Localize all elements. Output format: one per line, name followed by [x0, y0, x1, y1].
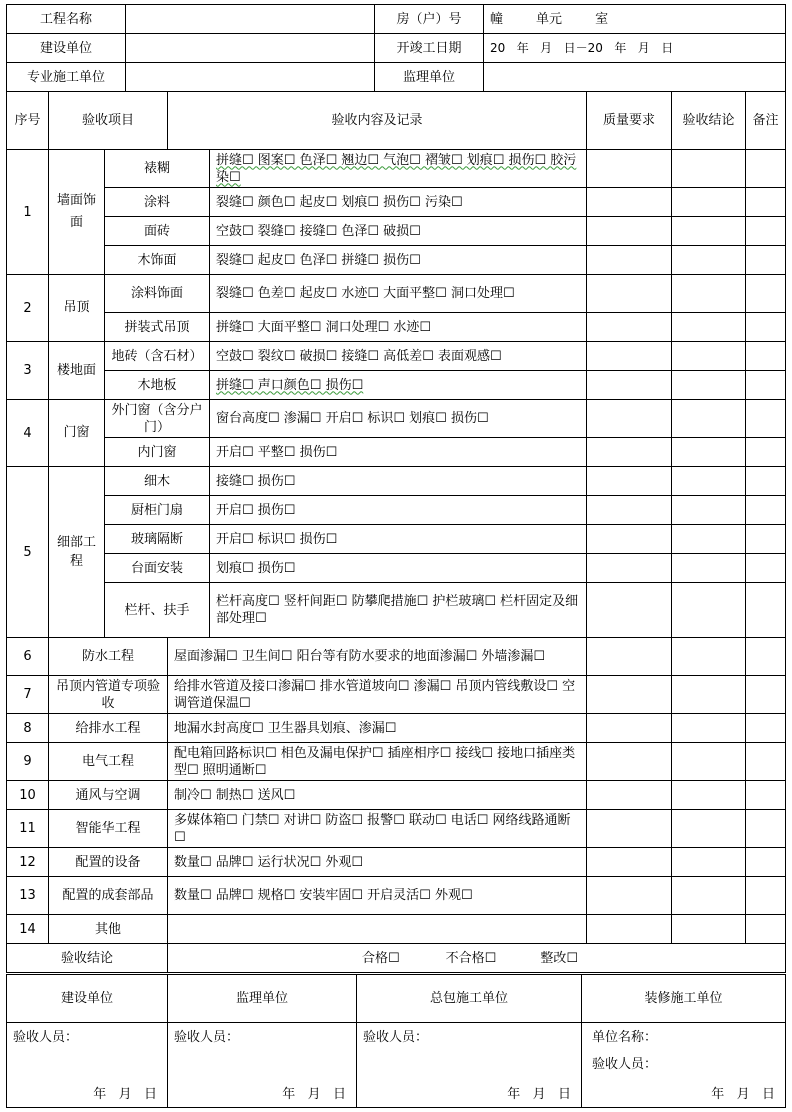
item-name: 配置的成套部品 — [49, 877, 168, 915]
conclusion-cell[interactable] — [672, 554, 746, 583]
item-content[interactable]: 给排水管道及接口渗漏☐ 排水管道坡向☐ 渗漏☐ 吊顶内管线敷设☐ 空调管道保温☐ — [168, 676, 587, 714]
signoff-table — [6, 974, 786, 1108]
item-content[interactable] — [168, 915, 587, 944]
dates-label: 开竣工日期 — [375, 34, 484, 63]
conclusion-cell[interactable] — [672, 400, 746, 438]
table-row — [7, 246, 786, 275]
col-item: 验收项目 — [49, 92, 168, 150]
quality-cell[interactable] — [587, 467, 672, 496]
remark-cell[interactable] — [746, 848, 786, 877]
conclusion-cell[interactable] — [672, 438, 746, 467]
remark-cell[interactable] — [746, 188, 786, 217]
conclusion-cell[interactable] — [672, 313, 746, 342]
table-row — [7, 781, 786, 810]
item-content[interactable] — [210, 150, 587, 188]
remark-cell[interactable] — [746, 554, 786, 583]
quality-cell[interactable] — [587, 342, 672, 371]
col-quality: 质量要求 — [587, 92, 672, 150]
row-number: 1 — [7, 150, 49, 275]
inspector-label: 验收人员： — [174, 1030, 240, 1045]
inspector-label: 验收人员： — [13, 1030, 79, 1045]
remark-cell[interactable] — [746, 810, 786, 848]
item-content-text: 拼缝☐ 声口颜色☐ 损伤☐ — [216, 377, 364, 393]
item-content[interactable]: 数量☐ 品牌☐ 运行状况☐ 外观☐ — [168, 848, 587, 877]
conclusion-cell[interactable] — [672, 848, 746, 877]
item-name: 涂料饰面 — [105, 275, 210, 313]
remark-cell[interactable] — [746, 438, 786, 467]
item-name: 外门窗（含分户门） — [105, 400, 210, 438]
remark-cell[interactable] — [746, 467, 786, 496]
quality-cell[interactable] — [587, 313, 672, 342]
unit-name-label: 单位名称： — [592, 1030, 658, 1045]
supervisor-field[interactable] — [484, 63, 786, 92]
quality-cell[interactable] — [587, 525, 672, 554]
quality-cell[interactable] — [587, 554, 672, 583]
item-content[interactable]: 制冷☐ 制热☐ 送风☐ — [168, 781, 587, 810]
conclusion-cell[interactable] — [672, 371, 746, 400]
item-name: 台面安装 — [105, 554, 210, 583]
quality-cell[interactable] — [587, 877, 672, 915]
remark-cell[interactable] — [746, 877, 786, 915]
conclusion-cell[interactable] — [672, 275, 746, 313]
table-row — [7, 848, 786, 877]
quality-cell[interactable] — [587, 246, 672, 275]
contractor-field[interactable] — [126, 63, 375, 92]
quality-cell[interactable] — [587, 371, 672, 400]
signoff-date: 年 月 日 — [507, 1087, 571, 1102]
col-content: 验收内容及记录 — [168, 92, 587, 150]
item-content[interactable]: 裂缝☐ 色差☐ 起皮☐ 水迹☐ 大面平整☐ 洞口处理☐ — [210, 275, 587, 313]
table-row — [7, 467, 786, 496]
conclusion-cell[interactable] — [672, 496, 746, 525]
inspection-table — [6, 91, 786, 973]
row-number: 2 — [7, 275, 49, 342]
conclusion-cell[interactable] — [672, 188, 746, 217]
table-row — [7, 438, 786, 467]
quality-cell[interactable] — [587, 676, 672, 714]
item-name: 地砖（含石材） — [105, 342, 210, 371]
item-name: 内门窗 — [105, 438, 210, 467]
item-name: 智能华工程 — [49, 810, 168, 848]
col-remark: 备注 — [746, 92, 786, 150]
quality-cell[interactable] — [587, 188, 672, 217]
item-content[interactable]: 裂缝☐ 起皮☐ 色泽☐ 拼缝☐ 损伤☐ — [210, 246, 587, 275]
table-row — [7, 400, 786, 438]
item-name: 配置的设备 — [49, 848, 168, 877]
row-number: 10 — [7, 781, 49, 810]
quality-cell[interactable] — [587, 915, 672, 944]
inspector-label: 验收人员： — [592, 1057, 658, 1072]
col-conclusion: 验收结论 — [672, 92, 746, 150]
conclusion-cell[interactable] — [672, 877, 746, 915]
quality-cell[interactable] — [587, 714, 672, 743]
item-content[interactable]: 裂缝☐ 颜色☐ 起皮☐ 划痕☐ 损伤☐ 污染☐ — [210, 188, 587, 217]
table-row — [7, 188, 786, 217]
remark-cell[interactable] — [746, 743, 786, 781]
conclusion-cell[interactable] — [672, 638, 746, 676]
remark-cell[interactable] — [746, 371, 786, 400]
table-row — [7, 525, 786, 554]
item-content[interactable]: 划痕☐ 损伤☐ — [210, 554, 587, 583]
item-name: 面砖 — [105, 217, 210, 246]
quality-cell[interactable] — [587, 743, 672, 781]
row-number: 11 — [7, 810, 49, 848]
project-name-field[interactable] — [126, 5, 375, 34]
quality-cell[interactable] — [587, 496, 672, 525]
item-content[interactable]: 数量☐ 品牌☐ 规格☐ 安装牢固☐ 开启灵活☐ 外观☐ — [168, 877, 587, 915]
room-number-label: 房（户）号 — [375, 5, 484, 34]
row-number: 3 — [7, 342, 49, 400]
quality-cell[interactable] — [587, 438, 672, 467]
item-content[interactable] — [210, 371, 587, 400]
table-row — [7, 342, 786, 371]
item-name: 细木 — [105, 467, 210, 496]
group-name: 门窗 — [49, 400, 105, 467]
remark-cell[interactable] — [746, 342, 786, 371]
table-row — [7, 810, 786, 848]
contractor-label: 专业施工单位 — [7, 63, 126, 92]
quality-cell[interactable] — [587, 583, 672, 638]
item-name: 玻璃隔断 — [105, 525, 210, 554]
item-content[interactable]: 开启☐ 损伤☐ — [210, 496, 587, 525]
group-name: 吊顶 — [49, 275, 105, 342]
remark-cell[interactable] — [746, 781, 786, 810]
table-row — [7, 676, 786, 714]
remark-cell[interactable] — [746, 150, 786, 188]
conclusion-cell[interactable] — [672, 781, 746, 810]
item-name: 裱糊 — [105, 150, 210, 188]
conclusion-cell[interactable] — [672, 342, 746, 371]
quality-cell[interactable] — [587, 400, 672, 438]
table-row — [7, 313, 786, 342]
table-row — [7, 877, 786, 915]
table-row — [7, 638, 786, 676]
build-unit-label: 建设单位 — [7, 34, 126, 63]
item-name: 木饰面 — [105, 246, 210, 275]
remark-cell[interactable] — [746, 275, 786, 313]
row-number: 9 — [7, 743, 49, 781]
table-row — [7, 714, 786, 743]
remark-cell[interactable] — [746, 400, 786, 438]
item-content[interactable]: 配电箱回路标识☐ 相色及漏电保护☐ 插座相序☐ 接线☐ 接地口插座类型☐ 照明通断☐ — [168, 743, 587, 781]
table-row — [7, 496, 786, 525]
inspector-label: 验收人员： — [363, 1030, 429, 1045]
item-name: 涂料 — [105, 188, 210, 217]
conclusion-cell[interactable] — [672, 714, 746, 743]
conclusion-cell[interactable] — [672, 810, 746, 848]
signoff-decoration-cell[interactable] — [582, 1023, 786, 1108]
remark-cell[interactable] — [746, 714, 786, 743]
item-content[interactable]: 屋面渗漏☐ 卫生间☐ 阳台等有防水要求的地面渗漏☐ 外墙渗漏☐ — [168, 638, 587, 676]
conclusion-cell[interactable] — [672, 150, 746, 188]
conclusion-cell[interactable] — [672, 525, 746, 554]
quality-cell[interactable] — [587, 781, 672, 810]
remark-cell[interactable] — [746, 525, 786, 554]
item-content[interactable]: 地漏水封高度☐ 卫生器具划痕、渗漏☐ — [168, 714, 587, 743]
remark-cell[interactable] — [746, 583, 786, 638]
column-header-row — [7, 92, 786, 150]
row-number: 7 — [7, 676, 49, 714]
item-content-text: 拼缝☐ 图案☐ 色泽☐ 翘边☐ 气泡☐ 褶皱☐ 划痕☐ 损伤☐ 胶污染☐ — [216, 152, 577, 185]
row-number: 8 — [7, 714, 49, 743]
quality-cell[interactable] — [587, 848, 672, 877]
col-seq: 序号 — [7, 92, 49, 150]
table-row — [7, 150, 786, 188]
signoff-unit-supervisor: 监理单位 — [168, 975, 357, 1023]
group-name: 楼地面 — [49, 342, 105, 400]
table-row — [7, 217, 786, 246]
remark-cell[interactable] — [746, 915, 786, 944]
item-name: 防水工程 — [49, 638, 168, 676]
item-name: 木地板 — [105, 371, 210, 400]
remark-cell[interactable] — [746, 217, 786, 246]
row-number: 12 — [7, 848, 49, 877]
item-content[interactable]: 栏杆高度☐ 竖杆间距☐ 防攀爬措施☐ 护栏玻璃☐ 栏杆固定及细部处理☐ — [210, 583, 587, 638]
item-content[interactable]: 空鼓☐ 裂缝☐ 接缝☐ 色泽☐ 破损☐ — [210, 217, 587, 246]
row-number: 6 — [7, 638, 49, 676]
project-name-label: 工程名称 — [7, 5, 126, 34]
dates-field[interactable]: 20 年 月 日－20 年 月 日 — [484, 34, 786, 63]
remark-cell[interactable] — [746, 246, 786, 275]
conclusion-cell[interactable] — [672, 915, 746, 944]
row-number: 4 — [7, 400, 49, 467]
conclusion-label: 验收结论 — [7, 944, 168, 973]
item-name: 电气工程 — [49, 743, 168, 781]
conclusion-cell[interactable] — [672, 583, 746, 638]
supervisor-label: 监理单位 — [375, 63, 484, 92]
quality-cell[interactable] — [587, 638, 672, 676]
quality-cell[interactable] — [587, 810, 672, 848]
item-content[interactable]: 开启☐ 平整☐ 损伤☐ — [210, 438, 587, 467]
signoff-date: 年 月 日 — [711, 1087, 775, 1102]
remark-cell[interactable] — [746, 313, 786, 342]
signoff-general-cell[interactable] — [357, 1023, 582, 1108]
remark-cell[interactable] — [746, 676, 786, 714]
conclusion-row — [7, 944, 786, 973]
row-number: 14 — [7, 915, 49, 944]
conclusion-options — [168, 944, 786, 973]
item-content[interactable]: 接缝☐ 损伤☐ — [210, 467, 587, 496]
item-name: 给排水工程 — [49, 714, 168, 743]
signoff-build-cell[interactable] — [7, 1023, 168, 1108]
room-number-field[interactable]: 幢 单元 室 — [484, 5, 786, 34]
signoff-unit-decoration: 装修施工单位 — [582, 975, 786, 1023]
conclusion-cell[interactable] — [672, 676, 746, 714]
build-unit-field[interactable] — [126, 34, 375, 63]
item-name: 吊顶内管道专项验收 — [49, 676, 168, 714]
remark-cell[interactable] — [746, 496, 786, 525]
pass-checkbox[interactable]: 合格☐ — [362, 950, 400, 966]
conclusion-cell[interactable] — [672, 217, 746, 246]
table-row — [7, 371, 786, 400]
item-content[interactable]: 空鼓☐ 裂纹☐ 破损☐ 接缝☐ 高低差☐ 表面观感☐ — [210, 342, 587, 371]
signoff-unit-build: 建设单位 — [7, 975, 168, 1023]
rectify-checkbox[interactable]: 整改☐ — [540, 950, 578, 966]
item-content[interactable]: 多媒体箱☐ 门禁☐ 对讲☐ 防盗☐ 报警☐ 联动☐ 电话☐ 网络线路通断☐ — [168, 810, 587, 848]
item-content[interactable]: 窗台高度☐ 渗漏☐ 开启☐ 标识☐ 划痕☐ 损伤☐ — [210, 400, 587, 438]
item-name: 通风与空调 — [49, 781, 168, 810]
signoff-date: 年 月 日 — [93, 1087, 157, 1102]
item-name: 拼装式吊顶 — [105, 313, 210, 342]
table-row — [7, 554, 786, 583]
item-content[interactable]: 开启☐ 标识☐ 损伤☐ — [210, 525, 587, 554]
signoff-date: 年 月 日 — [282, 1087, 346, 1102]
table-row — [7, 583, 786, 638]
header-table — [6, 4, 786, 92]
row-number: 5 — [7, 467, 49, 638]
item-name: 栏杆、扶手 — [105, 583, 210, 638]
item-content[interactable]: 拼缝☐ 大面平整☐ 洞口处理☐ 水迹☐ — [210, 313, 587, 342]
conclusion-cell[interactable] — [672, 467, 746, 496]
group-name: 墙面饰面 — [49, 150, 105, 275]
table-row — [7, 915, 786, 944]
quality-cell[interactable] — [587, 150, 672, 188]
fail-checkbox[interactable]: 不合格☐ — [445, 950, 497, 966]
conclusion-cell[interactable] — [672, 743, 746, 781]
signoff-supervisor-cell[interactable] — [168, 1023, 357, 1108]
table-row — [7, 275, 786, 313]
item-name: 其他 — [49, 915, 168, 944]
table-row — [7, 743, 786, 781]
signoff-unit-general — [357, 975, 582, 1023]
quality-cell[interactable] — [587, 217, 672, 246]
signoff-unit-general-text: 总包施工单位 — [429, 991, 508, 1006]
row-number: 13 — [7, 877, 49, 915]
item-name: 厨柜门扇 — [105, 496, 210, 525]
remark-cell[interactable] — [746, 638, 786, 676]
conclusion-cell[interactable] — [672, 246, 746, 275]
group-name: 细部工程 — [49, 467, 105, 638]
quality-cell[interactable] — [587, 275, 672, 313]
